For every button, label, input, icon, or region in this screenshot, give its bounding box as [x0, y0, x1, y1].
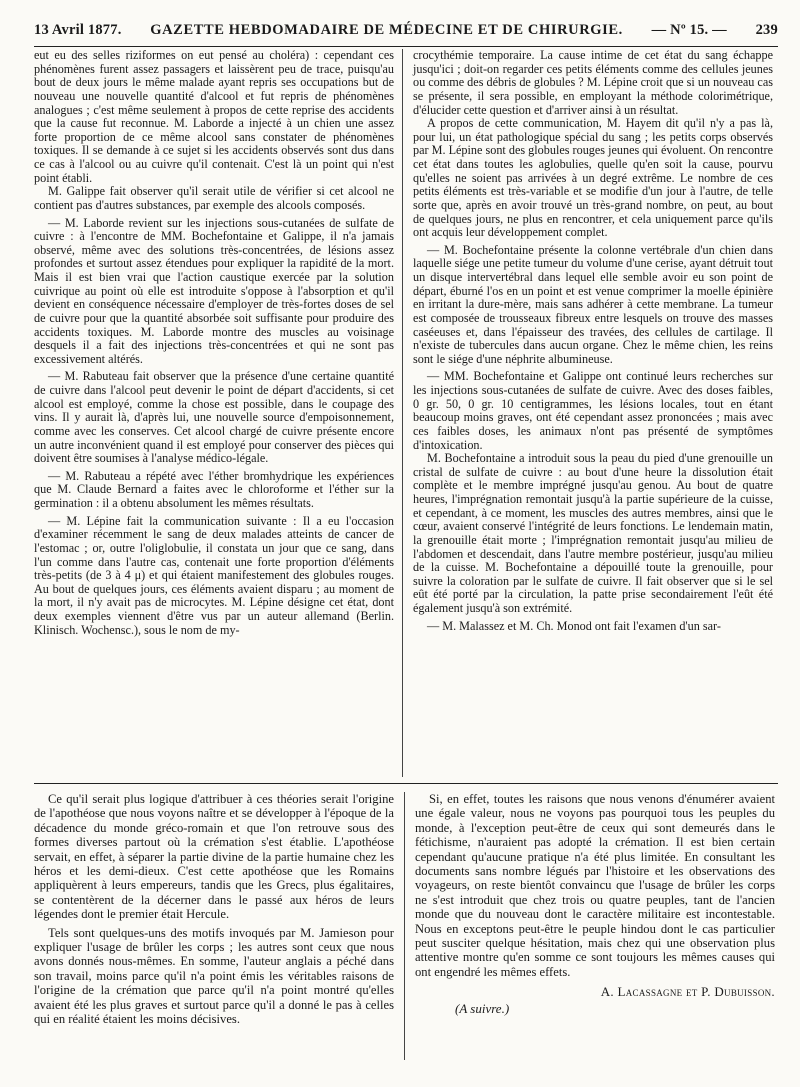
issue-date: 13 Avril 1877. — [34, 22, 122, 38]
paragraph: M. Bochefontaine a introduit sous la peau du pied d'une grenouille un cristal de sulfate de cuivre : au bout d'une heure la dissolution était complète et le membre imprégné jusqu'au genou. Au bout de quatre heures, l'imprégnation remontait jusqu'à la partie supérieure de la cuisse, et cependant, à ce moment, les muscles des autres membres, ainsi que le cœur, avaient conservé l'intégrité de leurs fonctions. Le lendemain matin, la grenouille était morte ; l'imprégnation remontait jusqu'au milieu de l'abdomen et descendait, dans l'autre membre postérieur, jusqu'au milieu de la cuisse. M. Bochefontaine a dépouillé toute la grenouille, pour suivre la coloration par le sulfate de cuivre. Il fait observer que si le sel eût été porté par la circulation, la patte prise secondairement l'eût été également jusqu'à son extrémité. — [413, 451, 773, 615]
to-be-continued: (A suivre.) — [455, 1000, 510, 1016]
section-divider — [34, 783, 778, 784]
author-signature: A. Lacassagne et P. Dubuisson. — [600, 984, 775, 1000]
bottom-right-column — [404, 792, 775, 1060]
paragraph: A propos de cette communication, M. Hayem dit qu'il n'y a pas là, pour lui, un état pathologique spécial du sang ; les petits corps observés par M. Lépine sont des globules rouges jeunes qui évoluent. On rencontre cet état dans toutes les aglobulies, quelle qu'en soit la cause, pourvu qu'elles ne soient pas arrivées à un degré extrême. Le nombre de ces petits éléments est très-variable et se modifie d'un jour à l'autre, de telle sorte que, après en avoir trouvé un très-grand nombre, on peut, au bout de quelques jours, ne plus en rencontrer, et cela uniquement parce qu'ils ont acquis leur développement complet. — [413, 116, 773, 240]
page-number: 239 — [755, 22, 778, 38]
paragraph: — M. Rabuteau a répété avec l'éther bromhydrique les expériences que M. Claude Bernard a faites avec le chloroforme et l'éther sur la germination : il a obtenu absolument les mêmes résultats. — [34, 468, 394, 510]
journal-title: GAZETTE HEBDOMADAIRE DE MÉDECINE ET DE CHIRURGIE. — [150, 22, 623, 38]
paragraph: — M. Rabuteau fait observer que la présence d'une certaine quantité de cuivre dans l'alcool peut devenir le point de départ d'accidents, si cet alcool est employé, comme la chose est possible, dans le coupage des vins. Il y aurait là, d'après lui, une nouvelle source d'empoisonnement, comme avec les conserves. Cet alcool chargé de cuivre présente encore un autre inconvénient quand il est employé pour conserver des pièces qui doivent être soumises à l'analyse médico-légale. — [34, 369, 394, 466]
paragraph: Tels sont quelques-uns des motifs invoqués par M. Jamieson pour expliquer l'usage de brûler les corps ; les autres sont ceux que nous avons donnés nous-mêmes. En somme, l'auteur anglais a péché dans son travail, moins parce qu'il n'a point émis les véritables raisons de l'origine de la crémation que parce qu'il n'a point montré qu'elles avaient été les plus graves et surtout parce qu'il a donné le pas à celles qui en réalité étaient les moins décisives. — [34, 925, 394, 1027]
header-rule — [34, 46, 778, 47]
paragraph: — MM. Bochefontaine et Galippe ont continué leurs recherches sur les injections sous-cutanées de sulfate de cuivre. Avec des doses faibles, 0 gr. 50, 0 gr. 10 centigrammes, les lésions locales, tout en étant beaucoup moins graves, ont été cependant assez prononcées ; mais avec ces faibles doses, les animaux n'ont pas présenté de symptômes d'intoxication. — [413, 369, 773, 452]
paragraph: — M. Lépine fait la communication suivante : Il a eu l'occasion d'examiner récemment le sang de deux malades atteints de cancer de l'estomac ; or, outre l'oliglobulie, il constata un jour que ce sang, dans l'un comme dans l'autre cas, contenait une forte proportion d'éléments très-petits (de 3 à 4 μ) et qui étaient manifestement des globules rouges. Au bout de quelques jours, ces éléments avaient disparu ; au moment de la mort, il n'y avait pas de microcytes. M. Lépine désigne cet état, dont deux exemples viennent d'être vus par un auteur allemand (Berlin. Klinisch. Wochensc.), sous le nom de my- — [34, 513, 394, 637]
paragraph: — M. Malassez et M. Ch. Monod ont fait l'examen d'un sar- — [427, 618, 721, 633]
left-column — [34, 49, 402, 777]
bottom-left-column — [34, 792, 404, 1060]
paragraph: Si, en effet, toutes les raisons que nous venons d'énumérer avaient une égale valeur, nous ne voyons pas pourquoi tous les peuples du monde, à l'exception peut-être de ceux qui sont demeurés dans le fétichisme, n'auraient pas adopté la crémation. Il est bien certain cependant qu'aucune pratique n'a été plus limitée. En consultant les documents sans nombre légués par l'histoire et les observations des voyageurs, on reste bientôt convaincu que l'usage de brûler les corps ne s'est introduit que chez trois ou quatre peuples, tant de l'ancien monde que du nouveau dont le caractère militaire est incontestable. Nous en exceptons peut-être le peuple hindou dont le cas particulier peut susciter quelque hésitation, mais chez qui une observation plus attentive montre qu'en somme ce sont toujours les mêmes causes qui ont engendré les mêmes effets. — [415, 792, 775, 979]
society-report — [34, 49, 778, 777]
paragraph: eut eu des selles riziformes on eut pensé au choléra) : cependant ces phénomènes furent assez passagers et laissèrent peu de trace, puisqu'au bout de deux jours le même malade ayant repris ses occupations but de nouveau une nouvelle quantité d'alcool et fut repris de phénomènes analogues ; c'est même seulement à propos de cette reprise des accidents que la cause fut reconnue. M. Laborde a injecté à un chien une assez forte proportion de ce même alcool sans constater de phénomènes toxiques. Il se demande à ce sujet si les accidents observés sont dus dans ce cas à l'alcool ou au cuivre qu'il contenait. C'est là un point qui n'est point établi. — [34, 49, 394, 185]
issue-number: — Nº 15. — — [651, 22, 727, 38]
running-header — [34, 0, 778, 40]
paragraph: Ce qu'il serait plus logique d'attribuer à ces théories serait l'origine de l'apothéose que nous voyons naître et se développer à l'époque de la décadence du monde gréco-romain et que l'on retrouve sous des formes diverses partout où la crémation s'est établie. L'apothéose servait, en effet, à séparer la partie divine de la partie humaine chez les héros et les demi-dieux. C'est cette apothéose que les Romains appliquèrent à leurs empereurs, tandis que les Grecs, plus égalitaires, se contentèrent de la décerner dans le passé aux héros de leurs légendes dont le premier était Hercule. — [34, 792, 394, 922]
right-column — [402, 49, 773, 777]
paragraph: M. Galippe fait observer qu'il serait utile de vérifier si cet alcool ne contient pas d'autres substances, par exemple des alcools composés. — [34, 184, 394, 212]
paragraph: crocythémie temporaire. La cause intime de cet état du sang échappe jusqu'ici ; doit-on regarder ces petits éléments comme des cellules jeunes ou comme des débris de globules ? M. Lépine croit que si un nouveau cas se présente, il sera possible, en employant la méthode colorimétrique, d'élucider cette question et d'arriver ainsi à un résultat. — [413, 49, 773, 117]
paragraph: — M. Laborde revient sur les injections sous-cutanées de sulfate de cuivre : à l'encontre de MM. Bochefontaine et Galippe, il n'a jamais observé, même avec des solutions très-concentrées, de lésions assez profondes et surtout assez étendues pour expliquer la rapidité de la mort. Mais il est bien vrai que l'action caustique exercée par la solution cuivrique au point où elle est introduite s'oppose à l'absorption et qu'il devient en conséquence nécessaire d'employer de très-fortes doses de sel de cuivre pour que la quantité absorbée soit suffisante pour produire des accidents toxiques. M. Laborde montre des muscles au voisinage desquels il a fait des injections très-concentrées et qui ne sont pas excessivement altérés. — [34, 215, 394, 366]
paragraph: — M. Bochefontaine présente la colonne vertébrale d'un chien dans laquelle siége une petite tumeur du volume d'une cerise, ayant détruit tout un disque intervertébral dans lequel elle semble avoir eu son point de départ, éburné l'os en un point et est venue comprimer la moelle épinière en irritant la dure-mère, mais sans adhérer à cette membrane. La tumeur est composée de trousseaux fibreux entre lesquels on trouve des masses caséeuses et, dans l'épaisseur des travées, des cellules de cartilage. Il n'existe de tubercules dans aucun organe. Chez le même chien, les reins sont le siége d'une néphrite albumineuse. — [413, 242, 773, 366]
feuilleton — [34, 792, 778, 1060]
